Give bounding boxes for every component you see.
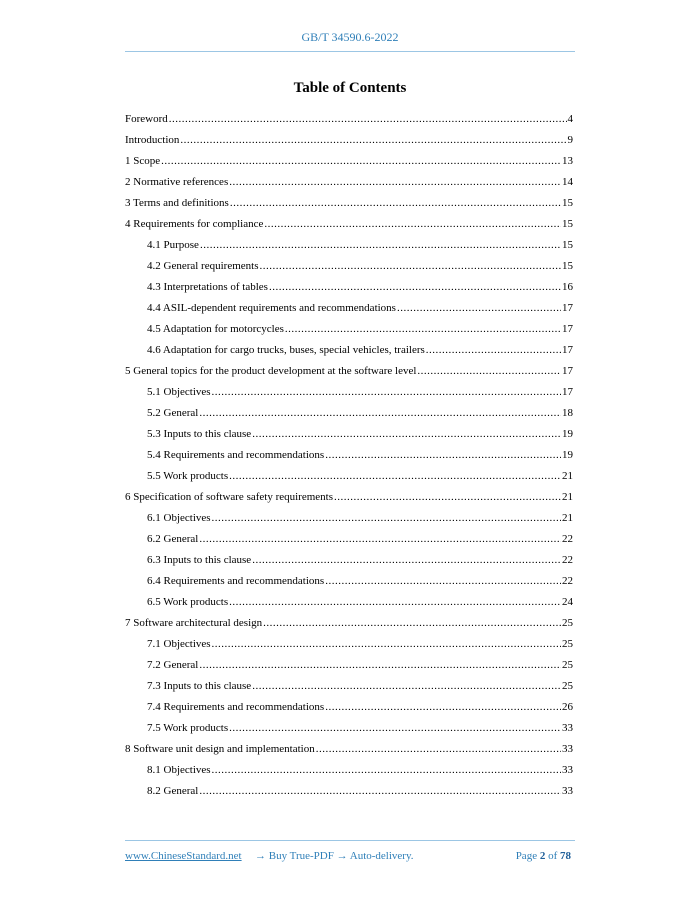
toc-dot-leader <box>334 490 561 504</box>
toc-entry[interactable] <box>125 406 573 427</box>
toc-entry-label: 6.1 Objectives <box>147 512 211 524</box>
toc-entry-page: 16 <box>562 281 573 293</box>
toc-dot-leader <box>269 280 561 294</box>
toc-entry[interactable] <box>125 784 573 805</box>
toc-dot-leader <box>199 658 561 672</box>
total-pages: 78 <box>560 850 571 862</box>
toc-entry-label: 5.4 Requirements and recommendations <box>147 449 325 461</box>
toc-entry-label: 8 Software unit design and implementation <box>125 743 315 755</box>
toc-entry-label: 4.2 General requirements <box>147 260 259 272</box>
toc-entry-page: 21 <box>562 512 573 524</box>
toc-dot-leader <box>325 448 561 462</box>
toc-entry[interactable] <box>125 616 573 637</box>
toc-entry[interactable] <box>125 322 573 343</box>
website-link[interactable]: www.ChineseStandard.net <box>125 850 242 862</box>
toc-entry-label: Introduction <box>125 134 180 146</box>
toc-dot-leader <box>229 469 561 483</box>
purchase-promo-text: → Buy True-PDF → Auto-delivery. <box>255 850 414 862</box>
toc-dot-leader <box>264 217 561 231</box>
toc-entry[interactable] <box>125 343 573 364</box>
toc-entry-page: 33 <box>562 764 573 776</box>
toc-entry-label: 4.6 Adaptation for cargo trucks, buses, special vehicles, trailers <box>147 344 425 356</box>
toc-dot-leader <box>161 154 561 168</box>
toc-entry[interactable] <box>125 595 573 616</box>
toc-entry-label: 4.4 ASIL-dependent requirements and recommendations <box>147 302 396 314</box>
toc-entry-page: 13 <box>562 155 573 167</box>
toc-entry[interactable] <box>125 175 573 196</box>
toc-dot-leader <box>252 427 561 441</box>
toc-entry[interactable] <box>125 448 573 469</box>
toc-entry[interactable] <box>125 700 573 721</box>
toc-entry-page: 33 <box>562 785 573 797</box>
toc-entry-page: 25 <box>562 638 573 650</box>
toc-entry[interactable] <box>125 721 573 742</box>
toc-entry-label: 6.2 General <box>147 533 199 545</box>
toc-entry[interactable] <box>125 532 573 553</box>
toc-entry-page: 33 <box>562 722 573 734</box>
toc-entry-label: 7.4 Requirements and recommendations <box>147 701 325 713</box>
toc-entry-label: 7 Software architectural design <box>125 617 263 629</box>
toc-entry[interactable] <box>125 259 573 280</box>
toc-dot-leader <box>263 616 561 630</box>
toc-entry-label: Foreword <box>125 113 168 125</box>
toc-entry-label: 6.3 Inputs to this clause <box>147 554 252 566</box>
header-divider <box>125 51 575 52</box>
toc-entry-page: 17 <box>562 365 573 377</box>
toc-entry-label: 4 Requirements for compliance <box>125 218 264 230</box>
toc-dot-leader <box>199 532 561 546</box>
footer-divider <box>125 840 575 841</box>
toc-entry-page: 26 <box>562 701 573 713</box>
toc-dot-leader <box>229 721 561 735</box>
toc-entry-label: 4.1 Purpose <box>147 239 199 251</box>
toc-entry[interactable] <box>125 280 573 301</box>
toc-entry-page: 21 <box>562 470 573 482</box>
toc-dot-leader <box>325 574 561 588</box>
toc-entry[interactable] <box>125 511 573 532</box>
toc-dot-leader <box>229 175 561 189</box>
toc-entry[interactable] <box>125 196 573 217</box>
toc-entry-label: 5.5 Work products <box>147 470 229 482</box>
toc-entry-page: 15 <box>562 260 573 272</box>
toc-entry-page: 17 <box>562 344 573 356</box>
toc-dot-leader <box>230 196 561 210</box>
toc-entry[interactable] <box>125 490 573 511</box>
toc-dot-leader <box>212 763 561 777</box>
toc-entry-label: 5 General topics for the product development at the software level <box>125 365 417 377</box>
toc-entry-label: 7.5 Work products <box>147 722 229 734</box>
toc-entry-label: 1 Scope <box>125 155 161 167</box>
toc-dot-leader <box>417 364 561 378</box>
toc-entry[interactable] <box>125 637 573 658</box>
toc-entry[interactable] <box>125 364 573 385</box>
toc-dot-leader <box>252 679 561 693</box>
toc-entry-label: 6.4 Requirements and recommendations <box>147 575 325 587</box>
toc-entry[interactable] <box>125 154 573 175</box>
toc-dot-leader <box>259 259 561 273</box>
toc-entry-page: 22 <box>562 554 573 566</box>
toc-dot-leader <box>212 511 561 525</box>
toc-dot-leader <box>199 406 561 420</box>
toc-entry-label: 4.3 Interpretations of tables <box>147 281 268 293</box>
toc-entry-page: 19 <box>562 428 573 440</box>
toc-entry[interactable] <box>125 574 573 595</box>
toc-dot-leader <box>229 595 561 609</box>
toc-entry-label: 7.1 Objectives <box>147 638 211 650</box>
toc-entry-label: 7.2 General <box>147 659 199 671</box>
toc-entry-page: 22 <box>562 575 573 587</box>
toc-entry[interactable] <box>125 133 573 154</box>
page-of: of <box>548 850 558 862</box>
toc-entry-label: 6.5 Work products <box>147 596 229 608</box>
toc-dot-leader <box>426 343 561 357</box>
toc-entry-page: 25 <box>562 680 573 692</box>
toc-entry-page: 22 <box>562 533 573 545</box>
toc-dot-leader <box>199 784 561 798</box>
toc-dot-leader <box>212 637 561 651</box>
page-number <box>516 850 571 862</box>
toc-entry-page: 18 <box>562 407 573 419</box>
toc-entry[interactable] <box>125 217 573 238</box>
toc-entry[interactable] <box>125 301 573 322</box>
toc-entry-page: 15 <box>562 197 573 209</box>
toc-dot-leader <box>316 742 561 756</box>
toc-entry[interactable] <box>125 469 573 490</box>
toc-entry[interactable] <box>125 553 573 574</box>
toc-entry-label: 5.3 Inputs to this clause <box>147 428 252 440</box>
toc-entry-page: 15 <box>562 239 573 251</box>
toc-entry[interactable] <box>125 112 573 133</box>
toc-entry-page: 9 <box>567 134 573 146</box>
toc-entry-page: 14 <box>562 176 573 188</box>
toc-entry[interactable] <box>125 658 573 679</box>
toc-dot-leader <box>397 301 561 315</box>
toc-entry-page: 24 <box>562 596 573 608</box>
toc-entry-label: 4.5 Adaptation for motorcycles <box>147 323 284 335</box>
toc-entry-page: 17 <box>562 386 573 398</box>
toc-entry-label: 8.1 Objectives <box>147 764 211 776</box>
toc-entry-page: 15 <box>562 218 573 230</box>
toc-entry-page: 4 <box>567 113 573 125</box>
toc-entry[interactable] <box>125 763 573 784</box>
toc-entry[interactable] <box>125 679 573 700</box>
toc-entry-label: 8.2 General <box>147 785 199 797</box>
toc-entry-page: 21 <box>562 491 573 503</box>
toc-dot-leader <box>285 322 561 336</box>
toc-entry-label: 2 Normative references <box>125 176 229 188</box>
toc-dot-leader <box>325 700 561 714</box>
toc-entry[interactable] <box>125 742 573 763</box>
table-of-contents <box>125 112 573 805</box>
toc-entry[interactable] <box>125 238 573 259</box>
toc-dot-leader <box>252 553 561 567</box>
toc-entry[interactable] <box>125 385 573 406</box>
current-page: 2 <box>539 850 546 862</box>
running-header: GB/T 34590.6-2022 <box>301 30 399 44</box>
toc-entry-page: 25 <box>562 659 573 671</box>
page-prefix: Page <box>515 850 538 862</box>
toc-entry-page: 25 <box>562 617 573 629</box>
toc-entry-label: 6 Specification of software safety requirements <box>125 491 334 503</box>
toc-dot-leader <box>180 133 566 147</box>
toc-entry-label: 5.2 General <box>147 407 199 419</box>
toc-entry-label: 3 Terms and definitions <box>125 197 229 209</box>
toc-entry-page: 17 <box>562 302 573 314</box>
toc-entry-label: 7.3 Inputs to this clause <box>147 680 252 692</box>
toc-dot-leader <box>200 238 561 252</box>
toc-entry-page: 33 <box>562 743 573 755</box>
toc-entry[interactable] <box>125 427 573 448</box>
toc-entry-page: 19 <box>562 449 573 461</box>
toc-dot-leader <box>212 385 561 399</box>
toc-entry-label: 5.1 Objectives <box>147 386 211 398</box>
toc-entry-page: 17 <box>562 323 573 335</box>
toc-title: Table of Contents <box>293 80 407 96</box>
toc-dot-leader <box>169 112 567 126</box>
